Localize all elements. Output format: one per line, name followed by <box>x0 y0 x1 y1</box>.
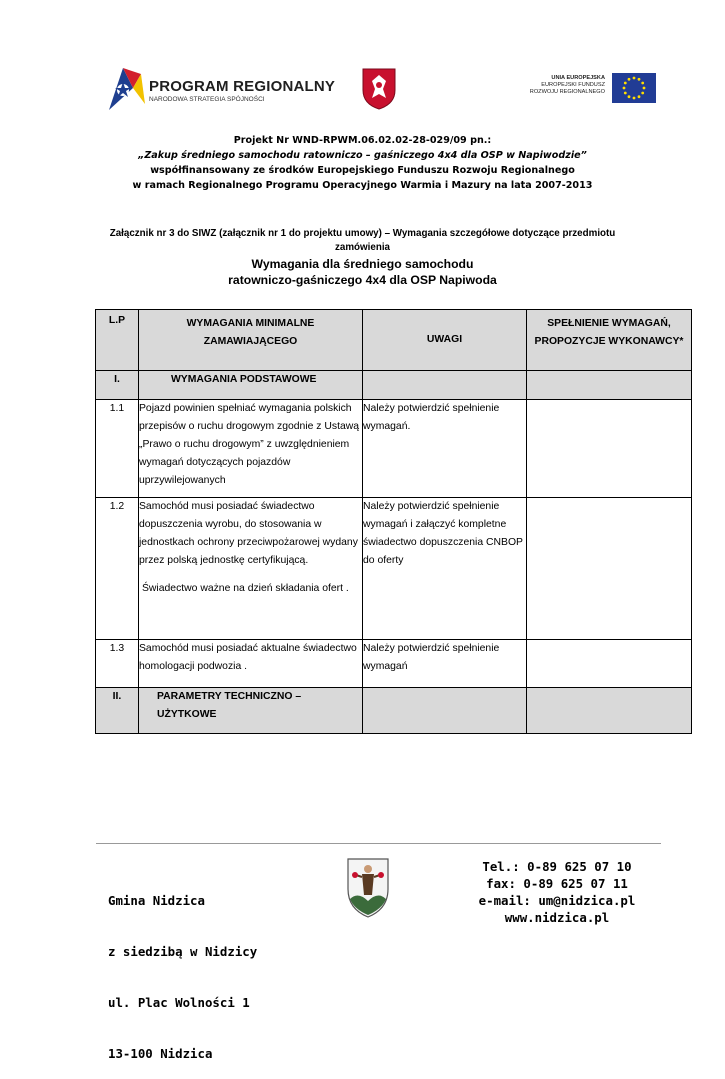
row-note: Należy potwierdzić spełnienie wymagań <box>363 640 527 688</box>
row-fulfilment-cell[interactable] <box>527 400 692 498</box>
row-requirement-text: Samochód musi posiadać świadectwo dopuszczenia wyrobu, do stosowania w jednostkach ochrony przeciwpożarowej wydany przez polską jednostkę certyfikującą. <box>139 501 358 566</box>
section-lp: II. <box>96 688 139 734</box>
row-lp: 1.3 <box>96 640 139 688</box>
footer-website[interactable]: www.nidzica.pl <box>504 910 610 925</box>
row-note: Należy potwierdzić spełnienie wymagań i załączyć kompletne świadectwo dopuszczenia CNBOP do oferty <box>363 498 527 640</box>
program-regionalny-emblem-icon <box>103 60 147 116</box>
requirements-table <box>95 309 692 734</box>
section-title: WYMAGANIA PODSTAWOWE <box>139 371 363 400</box>
row-lp: 1.2 <box>96 498 139 640</box>
row-lp: 1.1 <box>96 400 139 498</box>
program-subtitle: NARODOWA STRATEGIA SPÓJNOŚCI <box>149 96 265 103</box>
attachment-title: Załącznik nr 3 do SIWZ (załącznik nr 1 do projektu umowy) – Wymagania szczegółowe dotyczące przedmiotu zamówienia <box>109 228 616 253</box>
project-funding: współfinansowany ze środków Europejskiego Funduszu Rozwoju Regionalnego <box>150 165 575 176</box>
table-header-row <box>96 310 692 371</box>
row-requirement-extra: Świadectwo ważne na dzień składania ofert . <box>142 583 349 594</box>
project-program: w ramach Regionalnego Programu Operacyjnego Warmia i Mazury na lata 2007-2013 <box>132 180 593 191</box>
requirements-title-line2: ratowniczo-gaśniczego 4x4 dla OSP Napiwoda <box>228 273 497 287</box>
nidzica-crest-icon <box>344 855 392 919</box>
section-notes-cell <box>363 688 527 734</box>
eu-label-line2: EUROPEJSKI FUNDUSZ <box>541 82 605 88</box>
requirements-title <box>96 256 629 288</box>
eu-flag-icon <box>612 73 656 103</box>
section-title: PARAMETRY TECHNICZNO – UŻYTKOWE <box>139 688 363 734</box>
row-fulfilment-cell[interactable] <box>527 498 692 640</box>
warmia-mazury-crest-icon <box>362 68 396 110</box>
footer-municipality: Gmina Nidzica <box>108 893 205 908</box>
section-row <box>96 371 692 400</box>
footer-address <box>108 858 257 1079</box>
requirements-title-line1: Wymagania dla średniego samochodu <box>251 257 474 271</box>
eu-label-line3: ROZWOJU REGIONALNEGO <box>529 89 605 95</box>
footer-email[interactable]: e-mail: um@nidzica.pl <box>478 893 636 908</box>
row-requirement <box>139 498 363 640</box>
program-title: PROGRAM REGIONALNY <box>149 78 336 95</box>
row-note: Należy potwierdzić spełnienie wymagań. <box>363 400 527 498</box>
project-header <box>90 133 635 193</box>
footer-phone: Tel.: 0-89 625 07 10 <box>482 859 632 874</box>
footer-postcode: 13-100 Nidzica <box>108 1046 213 1061</box>
section-lp: I. <box>96 371 139 400</box>
project-name: „Zakup średniego samochodu ratowniczo – gaśniczego 4x4 dla OSP w Napiwodzie” <box>138 150 587 161</box>
section-row <box>96 688 692 734</box>
footer-contact <box>478 858 636 926</box>
eu-label-line1: UNIA EUROPEJSKA <box>551 75 605 81</box>
table-row <box>96 400 692 498</box>
footer-seat: z siedzibą w Nidzicy <box>108 944 258 959</box>
footer-street: ul. Plac Wolności 1 <box>108 995 250 1010</box>
section-fulfilment-cell <box>527 688 692 734</box>
table-row <box>96 640 692 688</box>
eu-fund-label <box>515 75 605 96</box>
section-notes-cell <box>363 371 527 400</box>
section-fulfilment-cell <box>527 371 692 400</box>
header-lp: L.P <box>96 310 139 371</box>
table-row <box>96 498 692 640</box>
project-number: Projekt Nr WND-RPWM.06.02.02-28-029/09 pn.: <box>233 135 492 146</box>
header-notes: UWAGI <box>363 310 527 371</box>
header-fulfilment: SPEŁNIENIE WYMAGAŃ, PROPOZYCJE WYKONAWCY* <box>527 310 692 371</box>
row-requirement: Pojazd powinien spełniać wymagania polskich przepisów o ruchu drogowym zgodnie z Ustawą „Prawo o ruchu drogowym” z uwzględnieniem wymagań dotyczących pojazdów uprzywilejowanych <box>139 400 363 498</box>
footer-fax: fax: 0-89 625 07 11 <box>486 876 628 891</box>
row-requirement: Samochód musi posiadać aktualne świadectwo homologacji podwozia . <box>139 640 363 688</box>
header-requirements: WYMAGANIA MINIMALNE ZAMAWIAJĄCEGO <box>139 310 363 371</box>
footer-divider <box>96 843 661 844</box>
program-regionalny-logo <box>103 60 336 116</box>
row-fulfilment-cell[interactable] <box>527 640 692 688</box>
